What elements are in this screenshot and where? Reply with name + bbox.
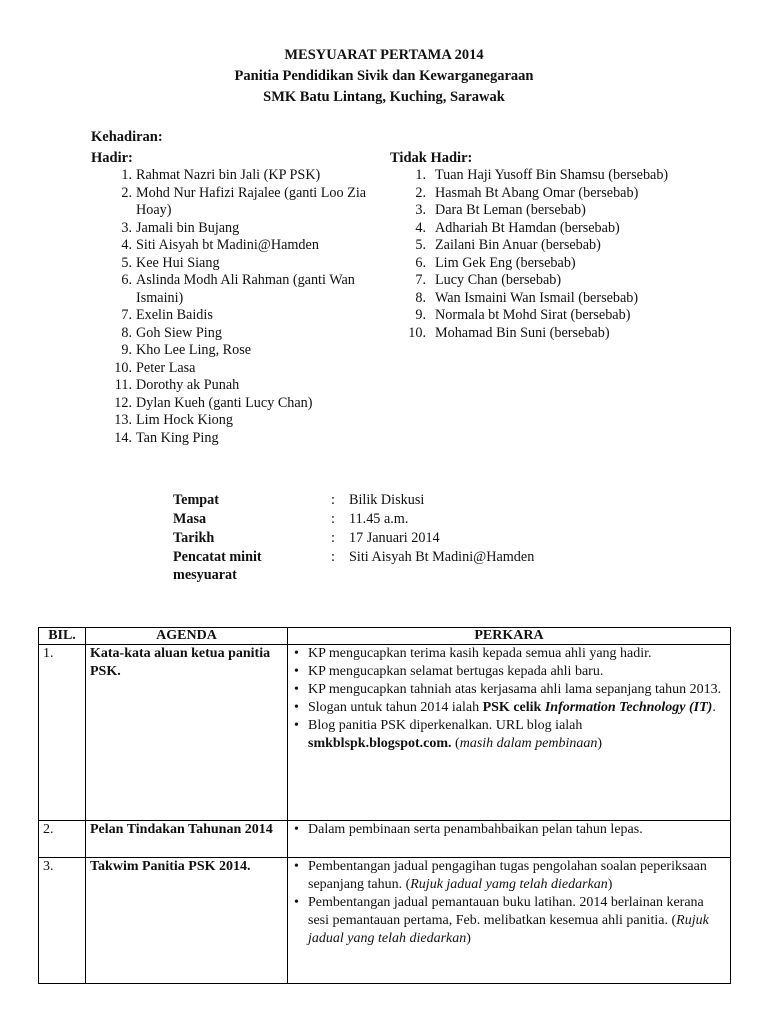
info-colon: : (331, 530, 335, 546)
bullet-text: Pembentangan jadual pengagihan tugas pengolahan soalan peperiksaan sepanjang tahun. ( (308, 859, 707, 892)
bullet-text-italic: Rujuk jadual yang telah diedarkan (308, 913, 709, 946)
info-colon: : (331, 511, 335, 527)
list-item (390, 290, 680, 308)
item-number: 1. (121, 167, 132, 183)
agenda-details (288, 821, 731, 858)
info-label: Masa (173, 511, 207, 527)
item-number: 7. (121, 307, 132, 323)
attendee-name: Tan King Ping (136, 429, 219, 446)
info-value: Bilik Diskusi (349, 492, 425, 508)
info-label: Tempat (173, 492, 219, 508)
bullet-text: Pembentangan jadual pemantauan buku latihan. 2014 berlainan kerana sesi pemantauan pertama, Feb. melibatkan kesemua ahli panitia. ( (308, 895, 704, 928)
info-colon: : (331, 492, 335, 508)
attendee-name: Mohd Nur Hafizi Rajalee (ganti Loo Zia Hoay) (136, 184, 367, 218)
absentee-name: Wan Ismaini Wan Ismail (bersebab) (435, 289, 639, 306)
bullet-item (292, 821, 726, 839)
bullet-item (292, 717, 726, 753)
attendee-name: Dylan Kueh (ganti Lucy Chan) (136, 394, 313, 411)
item-number: 8. (121, 324, 132, 341)
absentee-name: Dara Bt Leman (bersebab) (435, 202, 586, 218)
table-row (39, 858, 731, 984)
agenda-title: Takwim Panitia PSK 2014. (86, 858, 288, 984)
school-name: SMK Batu Lintang, Kuching, Sarawak (263, 89, 505, 105)
present-list (91, 167, 381, 447)
absentee-name: Adhariah Bt Hamdan (bersebab) (435, 219, 620, 236)
absent-list (390, 167, 680, 342)
info-value: 17 Januari 2014 (349, 530, 440, 546)
item-number: 2. (121, 184, 132, 201)
bullet-item (292, 645, 726, 663)
bullet-item (292, 663, 726, 681)
list-item (91, 342, 381, 360)
attendee-name: Aslinda Modh Ali Rahman (ganti Wan Ismaini) (136, 272, 355, 306)
blog-url: smkblspk.blogspot.com. (308, 736, 452, 751)
item-number: 9. (121, 342, 132, 358)
info-colon: : (331, 549, 335, 565)
attendee-name: Kee Hui Siang (136, 254, 220, 271)
bullet-text: ( (451, 736, 460, 751)
list-item (91, 272, 381, 307)
attendee-name: Peter Lasa (136, 359, 196, 376)
document-header (0, 45, 768, 108)
attendee-name: Dorothy ak Punah (136, 377, 240, 393)
list-item (390, 307, 680, 325)
column-header-perkara: PERKARA (288, 628, 731, 645)
present-title: Hadir: (91, 150, 133, 166)
bullet-text: Slogan untuk tahun 2014 ialah (308, 700, 483, 715)
item-number: 2. (415, 184, 426, 201)
meeting-title: MESYUARAT PERTAMA 2014 (284, 47, 484, 63)
attendance-heading: Kehadiran: (91, 129, 163, 145)
absentee-name: Normala bt Mohd Sirat (bersebab) (435, 307, 631, 323)
bullet-text-italic: Rujuk jadual yamg telah diedarkan (410, 877, 608, 892)
row-number: 3. (39, 858, 86, 984)
absent-column (390, 149, 680, 342)
list-item (390, 272, 680, 290)
row-number: 2. (39, 821, 86, 858)
item-number: 4. (121, 237, 132, 253)
present-column (91, 149, 381, 447)
absent-title: Tidak Hadir: (390, 150, 473, 166)
attendee-name: Goh Siew Ping (136, 324, 222, 341)
agenda-details (288, 858, 731, 984)
absentee-name: Tuan Haji Yusoff Bin Shamsu (bersebab) (435, 167, 669, 183)
table-row (39, 645, 731, 821)
absentee-name: Hasmah Bt Abang Omar (bersebab) (435, 184, 639, 201)
bullet-list (292, 645, 726, 753)
bullet-text-bold-italic: Information Technology (IT) (544, 700, 713, 715)
list-item (390, 237, 680, 255)
info-value: 11.45 a.m. (349, 511, 409, 527)
attendee-name: Lim Hock Kiong (136, 412, 233, 428)
list-item (390, 325, 680, 343)
bullet-text: Dalam pembinaan serta penambahbaikan pelan tahun lepas. (308, 822, 643, 837)
item-number: 10. (114, 359, 132, 376)
absentee-name: Zailani Bin Anuar (bersebab) (435, 237, 601, 253)
item-number: 13. (114, 412, 132, 428)
attendee-name: Siti Aisyah bt Madini@Hamden (136, 237, 319, 253)
absentee-name: Mohamad Bin Suni (bersebab) (435, 324, 610, 341)
column-header-agenda: AGENDA (86, 628, 288, 645)
table-header-row (39, 628, 731, 645)
info-value: Siti Aisyah Bt Madini@Hamden (349, 549, 535, 565)
list-item (91, 167, 381, 185)
column-header-bil: BIL. (39, 628, 86, 645)
bullet-text: ) (607, 877, 613, 892)
bullet-text: KP mengucapkan tahniah atas kerjasama ahli lama sepanjang tahun 2013. (308, 682, 722, 697)
bullet-item (292, 894, 726, 948)
attendee-name: Rahmat Nazri bin Jali (KP PSK) (136, 167, 321, 183)
item-number: 12. (114, 394, 132, 411)
row-number: 1. (39, 645, 86, 821)
list-item (91, 395, 381, 413)
absentee-name: Lim Gek Eng (bersebab) (435, 254, 576, 271)
item-number: 14. (114, 429, 132, 446)
list-item (91, 255, 381, 273)
bullet-list (292, 821, 726, 839)
list-item (390, 167, 680, 185)
bullet-text: ) (466, 931, 471, 946)
list-item (91, 430, 381, 448)
item-number: 9. (415, 307, 426, 323)
attendee-name: Exelin Baidis (136, 307, 213, 323)
item-number: 5. (415, 237, 426, 253)
list-item (91, 237, 381, 255)
bullet-item (292, 858, 726, 894)
agenda-title: Pelan Tindakan Tahunan 2014 (86, 821, 288, 858)
item-number: 3. (121, 219, 132, 236)
attendee-name: Kho Lee Ling, Rose (136, 342, 252, 358)
item-number: 8. (415, 289, 426, 306)
list-item (91, 377, 381, 395)
bullet-text: . (712, 700, 716, 715)
bullet-text-bold: PSK celik (482, 700, 545, 715)
item-number: 11. (114, 377, 132, 393)
bullet-item (292, 699, 726, 717)
item-number: 10. (408, 324, 426, 341)
list-item (390, 255, 680, 273)
item-number: 5. (121, 254, 132, 271)
list-item (91, 185, 381, 220)
list-item (390, 185, 680, 203)
bullet-text-italic: masih dalam pembinaan (459, 736, 598, 751)
bullet-text: Blog panitia PSK diperkenalkan. URL blog ialah (308, 718, 583, 733)
item-number: 6. (415, 254, 426, 271)
list-item (91, 412, 381, 430)
bullet-text: KP mengucapkan terima kasih kepada semua ahli yang hadir. (308, 646, 652, 661)
list-item (390, 220, 680, 238)
agenda-details (288, 645, 731, 821)
agenda-table (38, 627, 731, 984)
list-item (91, 360, 381, 378)
bullet-text: KP mengucapkan selamat bertugas kepada ahli baru. (308, 664, 604, 679)
list-item (91, 307, 381, 325)
attendee-name: Jamali bin Bujang (136, 219, 240, 236)
info-label: Pencatat minit mesyuarat (173, 549, 262, 583)
bullet-item (292, 681, 726, 699)
agenda-title: Kata-kata aluan ketua panitia PSK. (86, 645, 288, 821)
item-number: 7. (415, 272, 426, 288)
table-row (39, 821, 731, 858)
item-number: 4. (415, 219, 426, 236)
item-number: 6. (121, 272, 132, 288)
list-item (91, 220, 381, 238)
info-label: Tarikh (173, 530, 215, 546)
list-item (390, 202, 680, 220)
item-number: 1. (415, 167, 426, 183)
committee-name: Panitia Pendidikan Sivik dan Kewarganegaraan (234, 68, 534, 84)
bullet-text: ) (597, 736, 603, 751)
bullet-list (292, 858, 726, 948)
list-item (91, 325, 381, 343)
item-number: 3. (415, 202, 426, 218)
absentee-name: Lucy Chan (bersebab) (435, 272, 562, 288)
